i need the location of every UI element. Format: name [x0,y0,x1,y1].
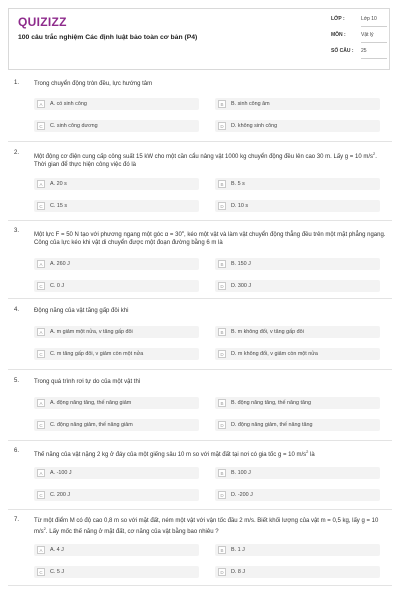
option-b[interactable] [215,326,380,338]
worksheet-title: 100 câu trắc nghiệm Các định luật bảo toàn cơ bản (P4) [18,34,198,41]
quizizz-logo: QUIZIZZ [18,15,67,29]
option-letter: B [218,546,226,554]
option-text: B. 100 J [231,470,251,476]
option-text: B. 5 s [231,181,245,187]
meta-count-label: SỐ CÂU : [331,48,354,54]
question-number: 5. [14,378,20,384]
option-c[interactable] [34,419,199,431]
option-text: B. 150 J [231,261,251,267]
option-letter: A [37,328,45,336]
question-number: 1. [14,80,20,86]
question-text [34,150,386,169]
option-d[interactable] [215,348,380,360]
question-divider [8,220,392,221]
option-b[interactable] [215,397,380,409]
option-text: D. không sinh công [231,123,278,129]
option-c[interactable] [34,489,199,501]
superscript: 2 [306,449,309,454]
option-letter: A [37,180,45,188]
option-letter: B [218,260,226,268]
option-text: B. 1 J [231,547,245,553]
question-divider [8,369,392,370]
question-text-part: Thế năng của vật nặng 2 kg ở đáy của một giếng sâu 10 m so với mặt đất tại nơi có gia tốc g = 10 m/s [34,452,307,458]
superscript: o [181,229,185,234]
option-c[interactable] [34,280,199,292]
option-letter: D [218,350,226,358]
option-letter: D [218,282,226,290]
question-text-part: . Lấy mốc thế năng ở mặt đất, cơ năng của vật bằng bao nhiêu ? [45,529,219,535]
meta-underline [361,42,387,43]
option-text: A. 20 s [50,181,67,187]
option-text: C. sinh công dương [50,123,98,129]
option-b[interactable] [215,467,380,479]
option-c[interactable] [34,348,199,360]
option-letter: A [37,469,45,477]
meta-grade-label: LỚP : [331,16,345,22]
option-letter: C [37,350,45,358]
worksheet-header [8,8,390,70]
option-d[interactable] [215,280,380,292]
meta-underline [361,26,387,27]
option-b[interactable] [215,258,380,270]
option-letter: A [37,546,45,554]
question-divider [8,298,392,299]
option-text: A. có sinh công [50,101,87,107]
question-divider [8,585,392,586]
question-text: Trong quá trình rơi tự do của một vật thì [34,379,141,385]
option-letter: C [37,282,45,290]
question-text-part: là [308,452,315,458]
question-text [34,448,386,459]
option-text: C. 200 J [50,492,71,498]
option-c[interactable] [34,120,199,132]
option-a[interactable] [34,258,199,270]
option-letter: D [218,202,226,210]
option-d[interactable] [215,566,380,578]
question-text: Trong chuyển động tròn đều, lực hướng tâm [34,81,153,87]
option-text: C. 0 J [50,283,65,289]
question-text-part: . Thời gian để thực hiện công việc đó là [34,154,377,168]
superscript: 2 [372,151,376,156]
option-text: A. m giảm một nửa, v tăng gấp đôi [50,329,133,335]
option-text: B. động năng tăng, thế năng tăng [231,400,312,406]
question-number: 3. [14,228,20,234]
question-text [34,228,386,247]
option-letter: C [37,491,45,499]
option-b[interactable] [215,98,380,110]
option-letter: D [218,568,226,576]
option-text: A. -100 J [50,470,72,476]
option-text: A. động năng tăng, thế năng giảm [50,400,132,406]
option-letter: C [37,202,45,210]
option-text: D. 300 J [231,283,252,289]
option-letter: C [37,568,45,576]
option-c[interactable] [34,200,199,212]
question-number: 2. [14,150,20,156]
option-text: D. 10 s [231,203,249,209]
option-d[interactable] [215,419,380,431]
question-divider [8,141,392,142]
option-letter: B [218,180,226,188]
meta-grade [331,13,387,29]
question-text-part: Một động cơ điện cung cấp công suất 15 kW cho một cần cẩu nâng vật 1000 kg chuyển động đều lên cao 30 m. Lấy g = 10 m/s [34,154,373,160]
option-text: D. m không đổi, v giảm còn một nửa [231,351,318,357]
option-a[interactable] [34,326,199,338]
option-letter: B [218,469,226,477]
option-text: C. động năng giảm, thế năng giảm [50,422,133,428]
option-d[interactable] [215,489,380,501]
option-letter: A [37,399,45,407]
meta-panel [331,13,387,61]
meta-underline [361,58,387,59]
meta-subject [331,29,387,45]
option-d[interactable] [215,120,380,132]
option-text: C. 5 J [50,569,65,575]
option-text: A. 4 J [50,547,64,553]
question-text [34,517,386,536]
option-text: D. -200 J [231,492,253,498]
option-a[interactable] [34,397,199,409]
meta-subject-value: Vật lý [361,32,374,38]
option-letter: D [218,421,226,429]
question-number: 6. [14,448,20,454]
meta-count-value: 25 [361,48,367,54]
question-text: Động năng của vật tăng gấp đôi khi [34,308,129,314]
option-b[interactable] [215,544,380,556]
option-a[interactable] [34,98,199,110]
option-text: B. sinh công âm [231,101,270,107]
meta-grade-value: Lớp 10 [361,16,377,22]
option-c[interactable] [34,566,199,578]
option-text: B. m không đổi, v tăng gấp đôi [231,329,304,335]
option-a[interactable] [34,467,199,479]
option-letter: C [37,122,45,130]
option-letter: A [37,100,45,108]
option-d[interactable] [215,200,380,212]
question-divider [8,440,392,441]
question-text-part: , kéo một vật và làm vật chuyển động thẳng đều trên một mặt phẳng ngang. Công của lực kéo khi vật di chuyển được một đoạn đường bằng 6 m là [34,232,386,246]
question-divider [8,509,392,510]
meta-count [331,45,387,61]
option-text: D. 8 J [231,569,246,575]
option-letter: D [218,122,226,130]
option-text: C. 15 s [50,203,68,209]
option-text: A. 260 J [50,261,70,267]
meta-subject-label: MÔN : [331,32,346,38]
question-text-part: Từ một điểm M có độ cao 0,8 m so với mặt đất, ném một vật với vận tốc đầu 2 m/s. Biết khối lượng của vật m = 0,5 kg, lấy g = 10 m/s [34,518,379,535]
question-number: 7. [14,517,20,523]
option-letter: D [218,491,226,499]
option-text: C. m tăng gấp đôi, v giảm còn một nửa [50,351,144,357]
option-letter: A [37,260,45,268]
question-text-part: Một lực F = 50 N tạo với phương ngang một góc α = 30 [34,232,182,238]
option-a[interactable] [34,544,199,556]
option-letter: C [37,421,45,429]
option-letter: B [218,399,226,407]
option-text: D. động năng giảm, thế năng tăng [231,422,313,428]
option-letter: B [218,100,226,108]
option-b[interactable] [215,178,380,190]
question-number: 4. [14,307,20,313]
option-letter: B [218,328,226,336]
superscript: 2 [43,526,46,531]
option-a[interactable] [34,178,199,190]
